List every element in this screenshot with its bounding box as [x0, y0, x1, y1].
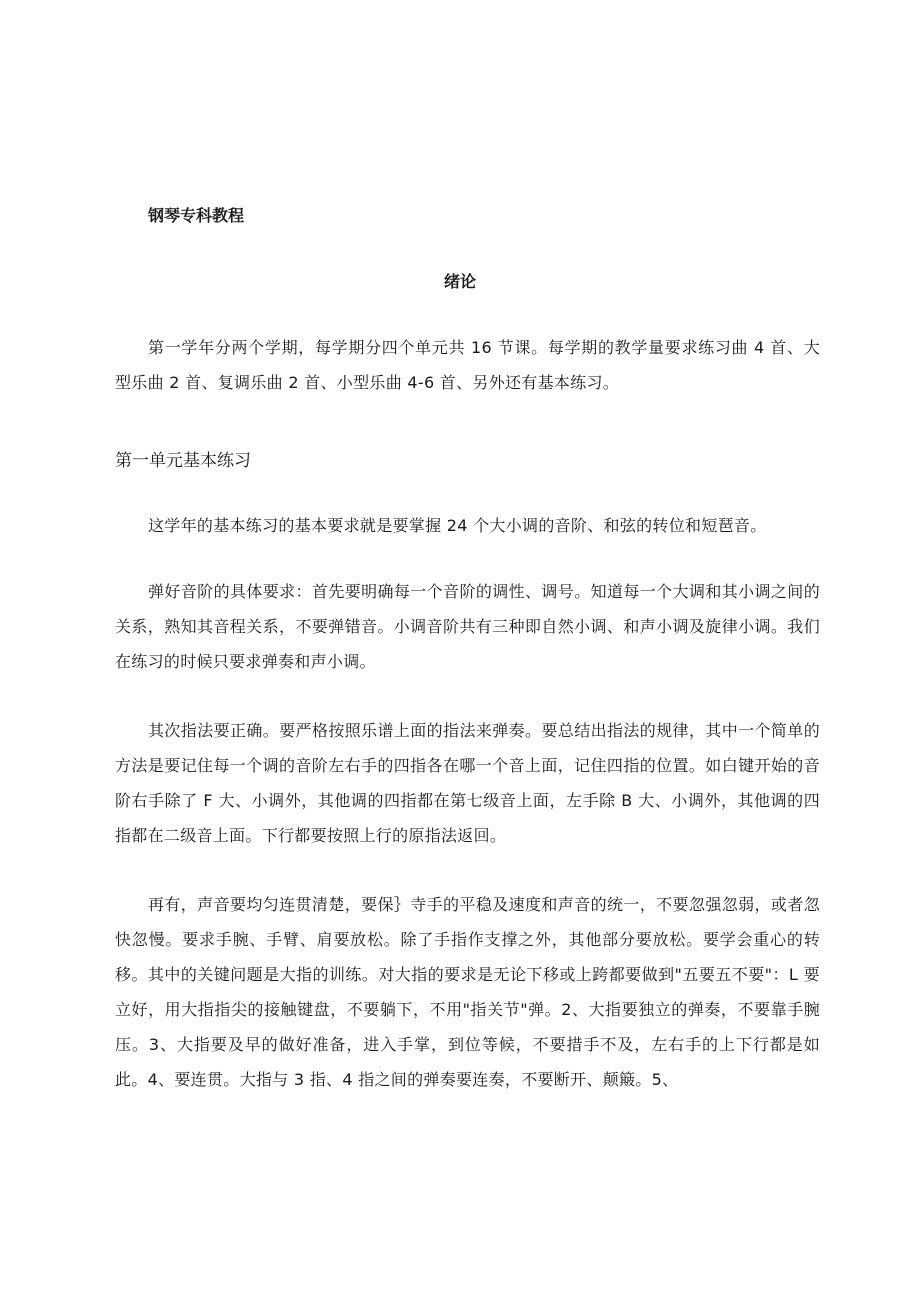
- basic-requirement-paragraph: 这学年的基本练习的基本要求就是要掌握 24 个大小调的音阶、和弦的转位和短琶音。: [148, 516, 767, 535]
- sound-paragraph: 再有，声音要均匀连贯清楚，要保｝寺手的平稳及速度和声音的统一，不要忽强忽弱，或者忽快忽慢。要求手腕、手臂、肩要放松。除了手指作支撑之外，其他部分要放松。要学会重心的转移。其中的关键问题是大指的训练。对大指的要求是无论下移或上跨都要做到"五要五不要"：L 要立好，用大指指尖的接触键盘，不要躺下，不用"指关节"弹。2、大指要独立的弹奏，不要靠手腕压。3、大指要及早的做好准备，进入手掌，到位等候，不要措手不及，左右手的上下行都是如此。4、要连贯。大指与 3 指、4 指之间的弹奏要连奏，不要断开、颠簸。5、: [115, 895, 820, 1089]
- fingering-paragraph: 其次指法要正确。要严格按照乐谱上面的指法来弹奏。要总结出指法的规律，其中一个简单的方法是要记住每一个调的音阶左右手的四指各在哪一个音上面，记住四指的位置。如白键开始的音阶右手除了 F 大、小调外，其他调的四指都在第七级音上面，左手除 B 大、小调外，其他调的四指都在二级音上面。下行都要按照上行的原指法返回。: [115, 721, 820, 845]
- section-title: 绪论: [443, 272, 476, 291]
- intro-paragraph: 第一学年分两个学期，每学期分四个单元共 16 节课。每学期的教学量要求练习曲 4 首、大型乐曲 2 首、复调乐曲 2 首、小型乐曲 4-6 首、另外还有基本练习。: [115, 338, 820, 392]
- scale-requirement-paragraph: 弹好音阶的具体要求：首先要明确每一个音阶的调性、调号。知道每一个大调和其小调之间的关系，熟知其音程关系，不要弹错音。小调音阶共有三种即自然小调、和声小调及旋律小调。我们在练习的时候只要求弹奏和声小调。: [115, 582, 820, 671]
- unit-heading: 第一单元基本练习: [115, 451, 251, 471]
- document-title: 钢琴专科教程: [148, 206, 245, 225]
